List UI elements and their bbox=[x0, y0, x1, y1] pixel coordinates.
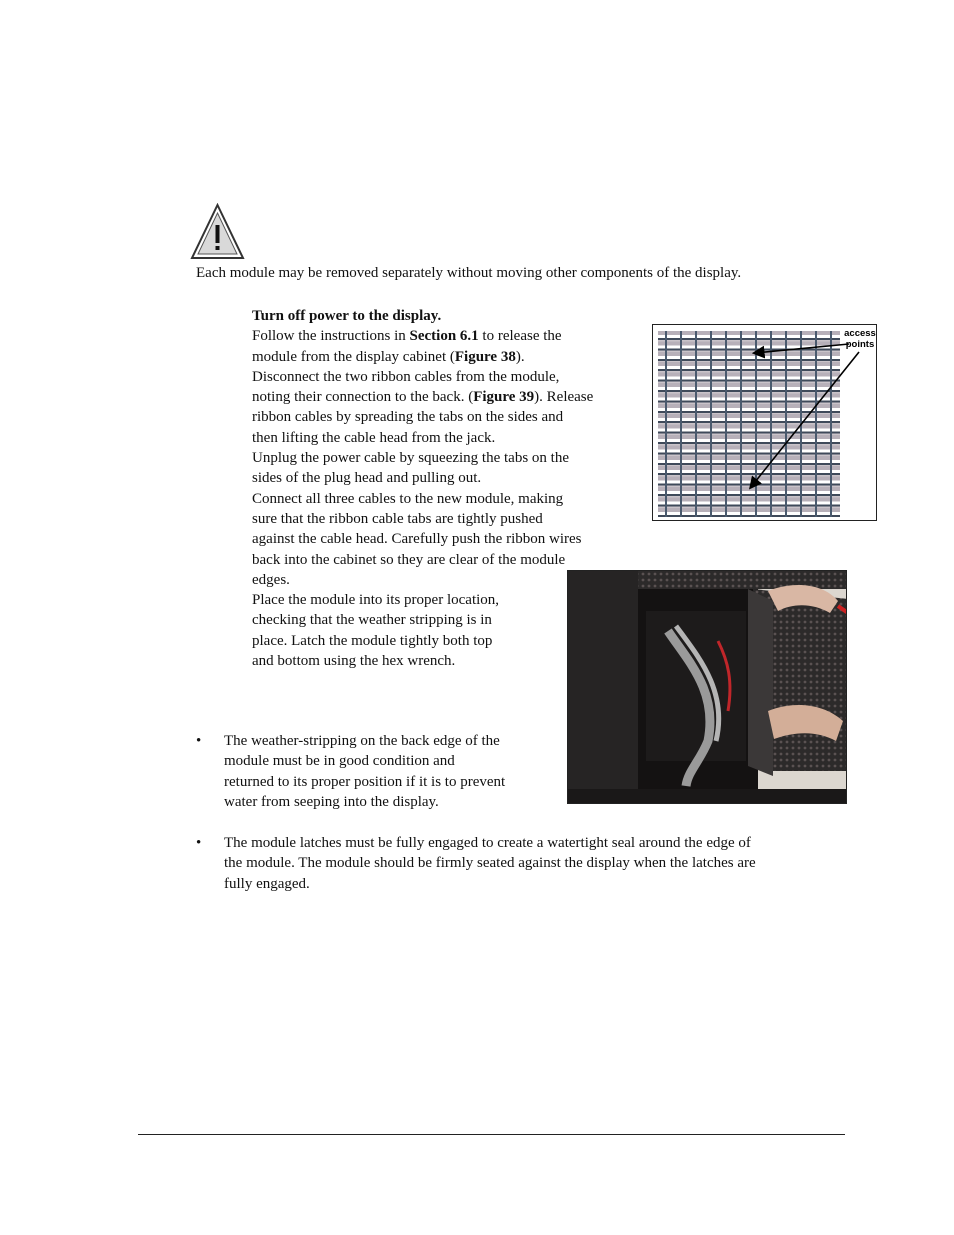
warning-icon bbox=[190, 203, 245, 260]
bullet-line: The module latches must be fully engaged to create a watertight seal around the edge of bbox=[224, 835, 751, 851]
step-release-line: Follow the instructions in Section 6.1 to release the bbox=[252, 328, 562, 345]
bullet-marker: • bbox=[196, 835, 202, 851]
bullet-line: returned to its proper position if it is to prevent bbox=[224, 773, 506, 790]
step-place-line: place. Latch the module tightly both top bbox=[252, 632, 493, 649]
step-connect-line: sure that the ribbon cable tabs are tightly pushed bbox=[252, 510, 543, 527]
step-place-line: Place the module into its proper location, bbox=[252, 592, 500, 609]
step-disconnect-line: noting their connection to the back. (Figure 39). Release bbox=[252, 389, 594, 406]
access-points-label: access points bbox=[844, 328, 876, 350]
step-place-line: and bottom using the hex wrench. bbox=[252, 653, 456, 670]
step-connect-line: Connect all three cables to the new module, making bbox=[252, 490, 564, 507]
step-connect-line: against the cable head. Carefully push the ribbon wires bbox=[252, 531, 582, 548]
access-point-arrows bbox=[653, 325, 877, 521]
step-unplug-line: sides of the plug head and pulling out. bbox=[252, 470, 482, 487]
bullet-line: water from seeping into the display. bbox=[224, 793, 439, 810]
step-disconnect-line: then lifting the cable head from the jack. bbox=[252, 429, 496, 446]
step-unplug-line: Unplug the power cable by squeezing the tabs on the bbox=[252, 450, 569, 467]
step-release-line: module from the display cabinet (Figure 38). bbox=[252, 348, 525, 365]
notes-list bbox=[196, 731, 856, 911]
bullet-line: fully engaged. bbox=[224, 875, 310, 892]
module-face-figure bbox=[652, 324, 877, 521]
step-disconnect-line: ribbon cables by spreading the tabs on the sides and bbox=[252, 409, 564, 426]
footer-rule bbox=[138, 1134, 845, 1135]
bullet-line: module must be in good condition and bbox=[224, 753, 455, 770]
procedure-steps bbox=[252, 306, 593, 671]
step-connect-line: back into the cabinet so they are clear of the module bbox=[252, 551, 566, 568]
step-place-line: checking that the weather stripping is in bbox=[252, 612, 492, 629]
step-disconnect-line: Disconnect the two ribbon cables from the module, bbox=[252, 368, 560, 385]
intro-text: Each module may be removed separately without moving other components of the display. bbox=[196, 265, 742, 281]
bullet-line: the module. The module should be firmly seated against the display when the latches are bbox=[224, 855, 756, 872]
bullet-marker: • bbox=[196, 733, 202, 749]
step-power-off: Turn off power to the display. bbox=[252, 308, 442, 324]
bullet-line: The weather-stripping on the back edge of the bbox=[224, 733, 500, 749]
step-connect-line: edges. bbox=[252, 571, 290, 588]
